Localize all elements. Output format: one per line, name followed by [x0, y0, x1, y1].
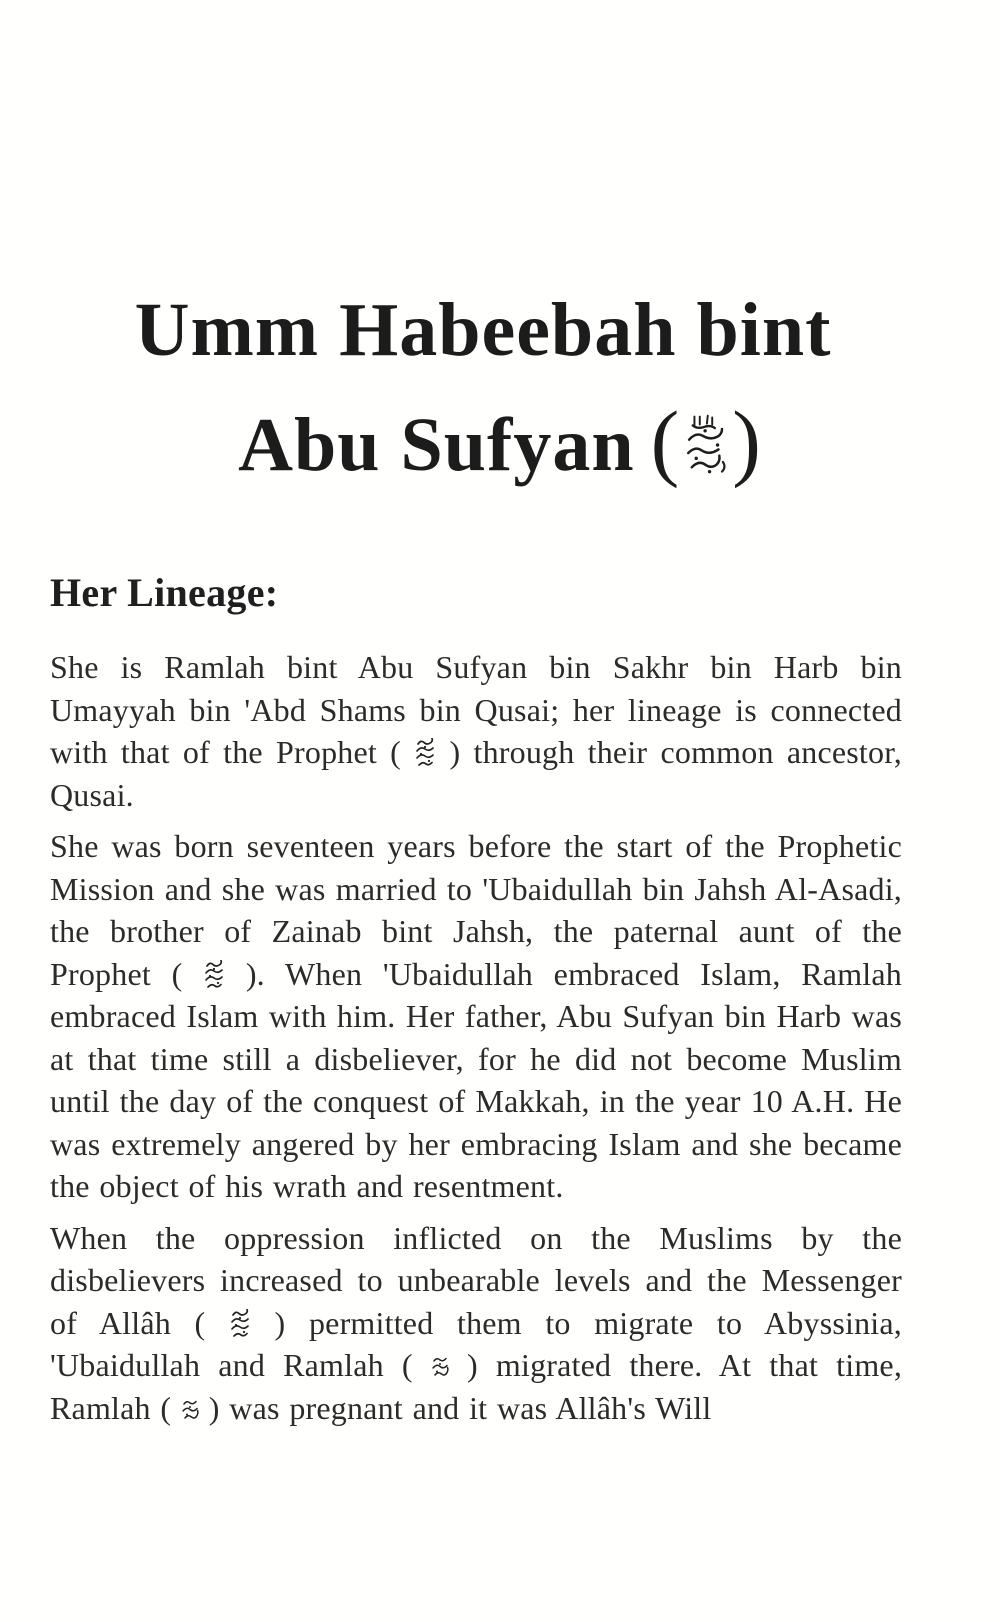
text-run: ) was pregnant and it was Allâh's Will	[208, 1389, 712, 1426]
body-paragraph	[50, 825, 902, 1208]
sallallahu-alayhi-wa-sallam-icon	[414, 738, 436, 770]
title-close-paren: )	[732, 393, 762, 489]
text-run: When the oppression inflicted on the Muslims by the disbelievers increased to unbearable levels and the Messenger of Allâh (	[50, 1219, 902, 1341]
sallallahu-alayhi-wa-sallam-icon	[203, 960, 225, 992]
page-title-line1: Umm Habeebah bint	[134, 288, 832, 372]
radi-allahu-anha-small-icon	[431, 1355, 449, 1382]
text-run: She was born seventeen years before the start of the Prophetic Mission and she was married to 'Ubaidullah bin Jahsh Al-Asadi, the brother of Zainab bint Jahsh, the paternal aunt of the Prophet (	[50, 828, 902, 992]
text-run: ). When 'Ubaidullah embraced Islam, Ramlah embraced Islam with him. Her father, Abu Sufyan bin Harb was at that time still a disbeliever, for he did not become Muslim until the day of the conquest of Makkah, in the year 10 A.H. He was extremely angered by her embracing Islam and she became the object of his wrath and resentment.	[50, 955, 902, 1204]
text-run: ) permitted them to migrate to Abyssinia, 'Ubaidullah and Ramlah (	[50, 1304, 903, 1383]
title-open-paren: (	[650, 393, 681, 489]
text-run: She is Ramlah bint Abu Sufyan bin Sakhr bin Harb bin Umayyah bin 'Abd Shams bin Qusai; her lineage is connected with that of the Prophet (	[50, 649, 902, 770]
section-heading: Her Lineage:	[50, 570, 279, 615]
body-paragraph	[50, 1217, 902, 1430]
radi-allahu-anha-icon	[682, 408, 730, 482]
body-paragraph	[50, 646, 902, 816]
text-run: ) migrated there. At that time, Ramlah (	[50, 1347, 903, 1426]
text-run: ) through their common ancestor, Qusai.	[50, 734, 902, 813]
sallallahu-alayhi-wa-sallam-icon	[229, 1309, 251, 1341]
radi-allahu-anha-small-icon	[181, 1398, 199, 1425]
body-text	[50, 646, 902, 1438]
page-title-line2	[0, 393, 1000, 489]
page-title-line2-text: Abu Sufyan	[238, 403, 635, 487]
